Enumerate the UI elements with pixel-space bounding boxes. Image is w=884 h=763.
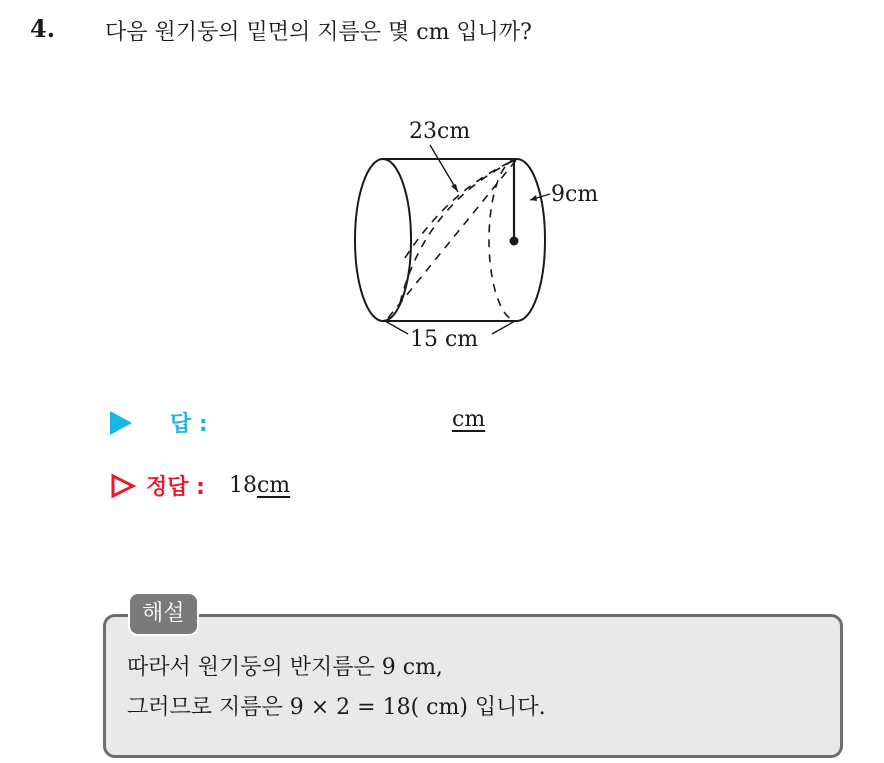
outlined-play-icon bbox=[110, 473, 136, 499]
correct-answer-value: 18cm bbox=[228, 473, 291, 498]
length-label: 15 cm bbox=[410, 327, 479, 352]
correct-answer-row bbox=[110, 470, 290, 501]
radius-label: 9cm bbox=[551, 182, 599, 207]
solution-line-2: 그러므로 지름은 9 × 2 = 18( cm) 입니다. bbox=[127, 695, 546, 720]
length-arrow-left bbox=[385, 321, 408, 334]
solution-line-1: 따라서 원기둥의 반지름은 9 cm, bbox=[127, 655, 443, 680]
solution-tag: 해설 bbox=[128, 592, 199, 636]
solution-box bbox=[103, 614, 843, 758]
answer-label: 답 : bbox=[170, 412, 208, 437]
left-base-ellipse bbox=[355, 159, 411, 321]
length-arrow-right bbox=[492, 321, 515, 334]
question-number: 4. bbox=[30, 14, 56, 43]
question-text: 다음 원기둥의 밑면의 지름은 몇 cm 입니까? bbox=[105, 20, 532, 45]
correct-answer-label: 정답 : bbox=[146, 475, 205, 500]
answer-row bbox=[110, 407, 208, 438]
radius-arrowhead bbox=[530, 195, 537, 201]
slant-arrowhead bbox=[451, 184, 458, 192]
diagonal-curve-3 bbox=[405, 159, 517, 258]
correct-answer-unit: cm bbox=[256, 473, 291, 498]
center-dot bbox=[510, 237, 519, 246]
slant-label: 23cm bbox=[409, 119, 471, 144]
play-icon bbox=[110, 411, 132, 435]
answer-unit: cm bbox=[452, 407, 486, 432]
right-base-front bbox=[517, 159, 545, 321]
cylinder-figure bbox=[330, 108, 630, 358]
